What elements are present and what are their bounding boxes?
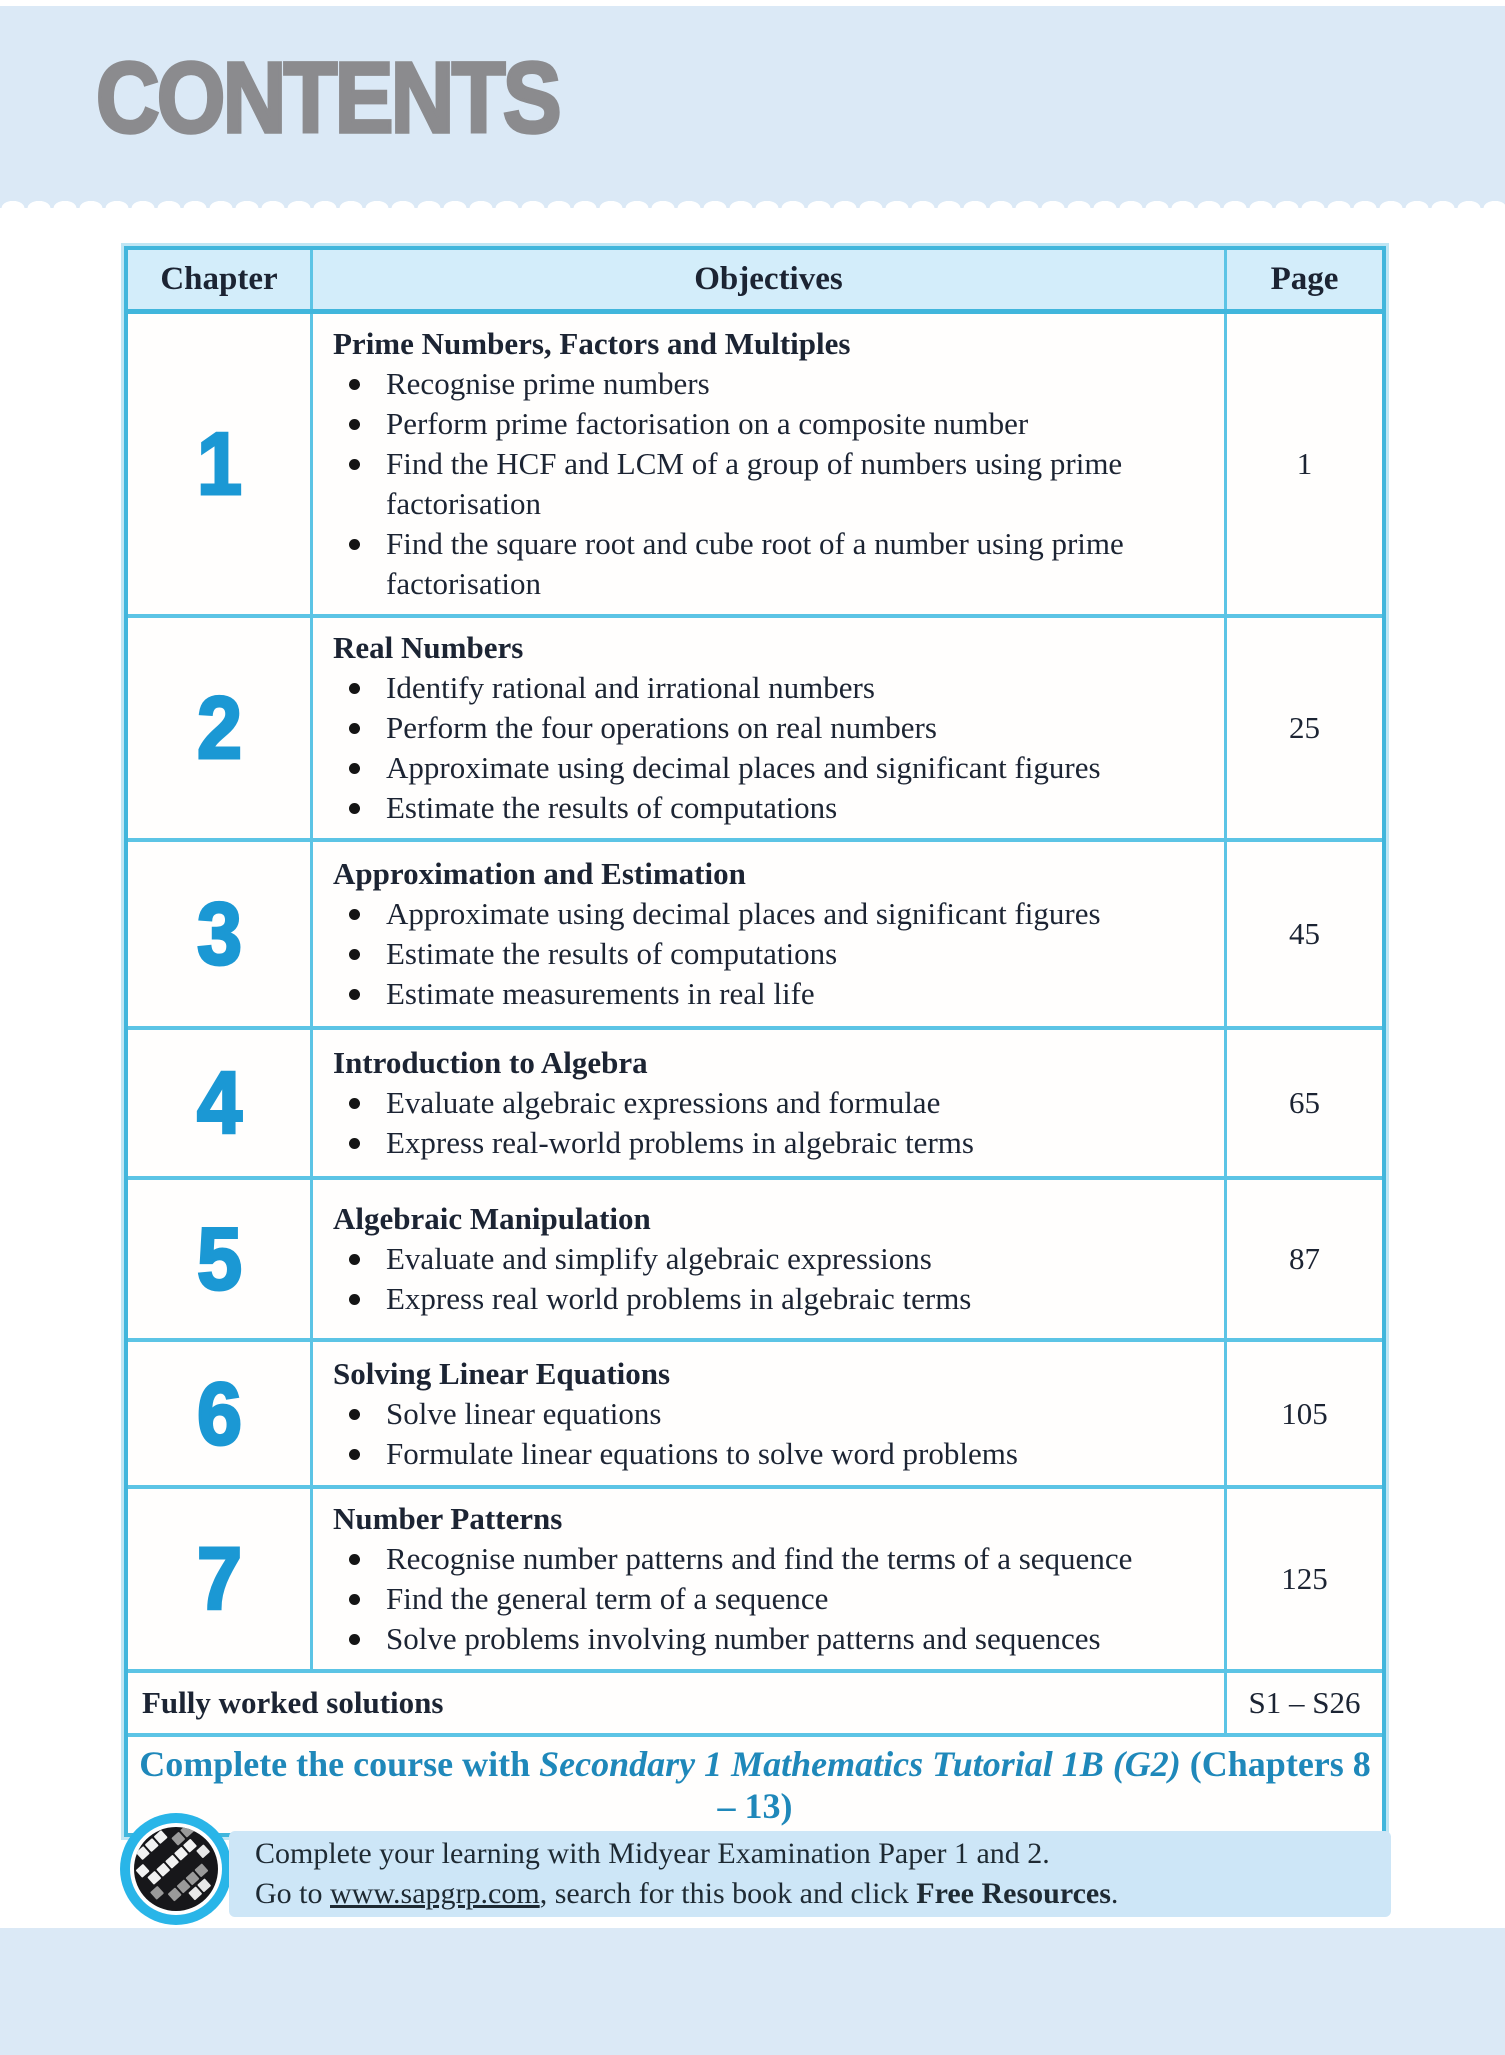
objectives-list <box>333 1539 1208 1659</box>
objective-text: Identify rational and irrational numbers <box>386 670 875 705</box>
objectives-list <box>333 1394 1208 1474</box>
chapter-number-cell <box>128 618 313 838</box>
bullet-icon <box>349 683 360 694</box>
footer-line-2 <box>255 1874 1391 1914</box>
bullet-icon <box>349 459 360 470</box>
page-number: 25 <box>1289 710 1320 745</box>
bullet-icon <box>349 419 360 430</box>
footer-middle-text: , search for this book and click <box>539 1877 917 1910</box>
chapter-number: 1 <box>196 414 242 513</box>
objective-text: Approximate using decimal places and significant figures <box>386 896 1101 931</box>
bottom-banner-band <box>0 1928 1505 2055</box>
objective-item <box>333 364 1208 404</box>
bullet-icon <box>349 949 360 960</box>
bullet-icon <box>349 1594 360 1605</box>
objective-item <box>333 708 1208 748</box>
page-number: 125 <box>1281 1561 1328 1596</box>
chapter-number: 4 <box>196 1053 242 1152</box>
sapgrp-link[interactable]: www.sapgrp.com <box>330 1877 540 1910</box>
bullet-icon <box>349 379 360 390</box>
page-number: 87 <box>1289 1241 1320 1276</box>
chapter-objectives-cell <box>313 618 1224 838</box>
solutions-page-range: S1 – S26 <box>1224 1673 1382 1733</box>
objectives-list <box>333 1239 1208 1319</box>
chapter-row <box>128 1030 1382 1180</box>
bullet-icon <box>349 1294 360 1305</box>
chapter-objectives-cell <box>313 1342 1224 1485</box>
bullet-icon <box>349 1634 360 1645</box>
chapter-row <box>128 1180 1382 1342</box>
bullet-icon <box>349 539 360 550</box>
chapter-title: Number Patterns <box>333 1501 563 1536</box>
bullet-icon <box>349 1098 360 1109</box>
header-objectives: Objectives <box>694 261 843 297</box>
chapter-title: Solving Linear Equations <box>333 1355 671 1391</box>
bullet-icon <box>349 1554 360 1565</box>
chapter-row <box>128 314 1382 618</box>
objective-text: Solve problems involving number patterns and sequences <box>386 1621 1101 1656</box>
objective-item <box>333 748 1208 788</box>
chapter-page-cell <box>1224 842 1382 1026</box>
chapter-number-cell <box>128 1180 313 1338</box>
objective-item <box>333 1394 1208 1434</box>
chapter-number: 7 <box>196 1529 242 1628</box>
chapter-objectives-cell <box>313 1180 1224 1338</box>
objective-text: Perform the four operations on real numbers <box>386 710 937 745</box>
objective-item <box>333 668 1208 708</box>
objective-item <box>333 1083 1208 1123</box>
objective-text: Find the square root and cube root of a number using prime factorisation <box>386 526 1124 601</box>
chapter-title: Prime Numbers, Factors and Multiples <box>333 326 851 361</box>
objective-text: Recognise number patterns and find the terms of a sequence <box>386 1541 1133 1576</box>
page-title: CONTENTS <box>96 42 559 154</box>
header-chapter: Chapter <box>128 250 313 309</box>
chapter-number: 5 <box>196 1209 242 1308</box>
chapter-rows <box>128 314 1382 1673</box>
objectives-list <box>333 894 1208 1014</box>
chapter-page-cell <box>1224 1489 1382 1669</box>
chapter-page-cell <box>1224 1342 1382 1485</box>
chapter-number-cell <box>128 1030 313 1176</box>
bullet-icon <box>349 1449 360 1460</box>
free-resources-label: Free Resources <box>916 1877 1111 1910</box>
objective-text: Estimate measurements in real life <box>386 976 815 1011</box>
chapter-title: Approximation and Estimation <box>333 856 746 891</box>
page-number: 45 <box>1289 916 1320 951</box>
objective-text: Formulate linear equations to solve word problems <box>386 1435 1018 1471</box>
objective-item <box>333 1539 1208 1579</box>
page-number: 1 <box>1296 446 1313 481</box>
solutions-row <box>128 1673 1382 1737</box>
objective-text: Solve linear equations <box>386 1395 662 1431</box>
chapter-number-cell <box>128 1489 313 1669</box>
objective-text: Express real world problems in algebraic terms <box>386 1281 972 1316</box>
objective-item <box>333 1619 1208 1659</box>
course-note-prefix: Complete the course with <box>139 1744 540 1784</box>
chapter-number: 3 <box>196 884 242 983</box>
objective-item <box>333 444 1208 524</box>
chapter-title: Introduction to Algebra <box>333 1045 648 1080</box>
objective-text: Express real-world problems in algebraic terms <box>386 1125 974 1160</box>
objective-item <box>333 934 1208 974</box>
objective-item <box>333 788 1208 828</box>
bullet-icon <box>349 763 360 774</box>
footer-note-box <box>229 1831 1391 1917</box>
objective-text: Approximate using decimal places and significant figures <box>386 750 1101 785</box>
chapter-number-cell <box>128 1342 313 1485</box>
sap-pixel-grid-logo-icon <box>119 1812 233 1926</box>
chapter-number-cell <box>128 314 313 614</box>
contents-table <box>124 246 1386 1837</box>
course-note-book-title: Secondary 1 Mathematics Tutorial 1B (G2) <box>539 1744 1181 1784</box>
bullet-icon <box>349 1138 360 1149</box>
chapter-page-cell <box>1224 618 1382 838</box>
objective-item <box>333 1123 1208 1163</box>
course-note-row <box>128 1737 1382 1833</box>
page-number: 105 <box>1281 1395 1328 1431</box>
chapter-number-cell <box>128 842 313 1026</box>
bullet-icon <box>349 1254 360 1265</box>
objectives-list <box>333 1083 1208 1163</box>
objectives-list <box>333 668 1208 828</box>
chapter-page-cell <box>1224 1030 1382 1176</box>
objective-text: Find the general term of a sequence <box>386 1581 829 1616</box>
objective-item <box>333 974 1208 1014</box>
bullet-icon <box>349 803 360 814</box>
objective-text: Evaluate algebraic expressions and formulae <box>386 1085 941 1120</box>
objective-item <box>333 1239 1208 1279</box>
footer-goto-text: Go to <box>255 1877 330 1910</box>
objectives-list <box>333 364 1208 604</box>
chapter-objectives-cell <box>313 842 1224 1026</box>
chapter-page-cell <box>1224 314 1382 614</box>
header-page: Page <box>1224 250 1382 309</box>
page-number: 65 <box>1289 1085 1320 1120</box>
objective-text: Perform prime factorisation on a composite number <box>386 406 1029 441</box>
footer-line-1: Complete your learning with Midyear Examination Paper 1 and 2. <box>255 1837 1050 1870</box>
objective-text: Recognise prime numbers <box>386 366 710 401</box>
chapter-objectives-cell <box>313 314 1224 614</box>
chapter-objectives-cell <box>313 1030 1224 1176</box>
objective-item <box>333 1279 1208 1319</box>
chapter-title: Real Numbers <box>333 630 524 665</box>
objective-item <box>333 894 1208 934</box>
objective-text: Evaluate and simplify algebraic expressions <box>386 1241 932 1276</box>
chapter-page-cell <box>1224 1180 1382 1338</box>
objective-text: Find the HCF and LCM of a group of numbers using prime factorisation <box>386 446 1123 521</box>
objective-item <box>333 1434 1208 1474</box>
objective-item <box>333 404 1208 444</box>
objective-text: Estimate the results of computations <box>386 790 838 825</box>
chapter-number: 6 <box>196 1363 242 1463</box>
objective-text: Estimate the results of computations <box>386 936 838 971</box>
chapter-objectives-cell <box>313 1489 1224 1669</box>
footer-period: . <box>1110 1877 1119 1910</box>
course-note-text <box>136 1743 1374 1827</box>
course-note-suffix: (Chapters 8 – 13) <box>717 1744 1371 1826</box>
chapter-row <box>128 1342 1382 1489</box>
chapter-row <box>128 842 1382 1030</box>
objective-item <box>333 1579 1208 1619</box>
chapter-row <box>128 618 1382 842</box>
chapter-number: 2 <box>196 678 242 777</box>
bullet-icon <box>349 909 360 920</box>
bullet-icon <box>349 723 360 734</box>
table-header-row <box>128 250 1382 314</box>
bullet-icon <box>349 1409 360 1420</box>
solutions-label: Fully worked solutions <box>142 1685 444 1720</box>
bullet-icon <box>349 989 360 1000</box>
chapter-title: Algebraic Manipulation <box>333 1201 651 1236</box>
chapter-row <box>128 1489 1382 1673</box>
objective-item <box>333 524 1208 604</box>
